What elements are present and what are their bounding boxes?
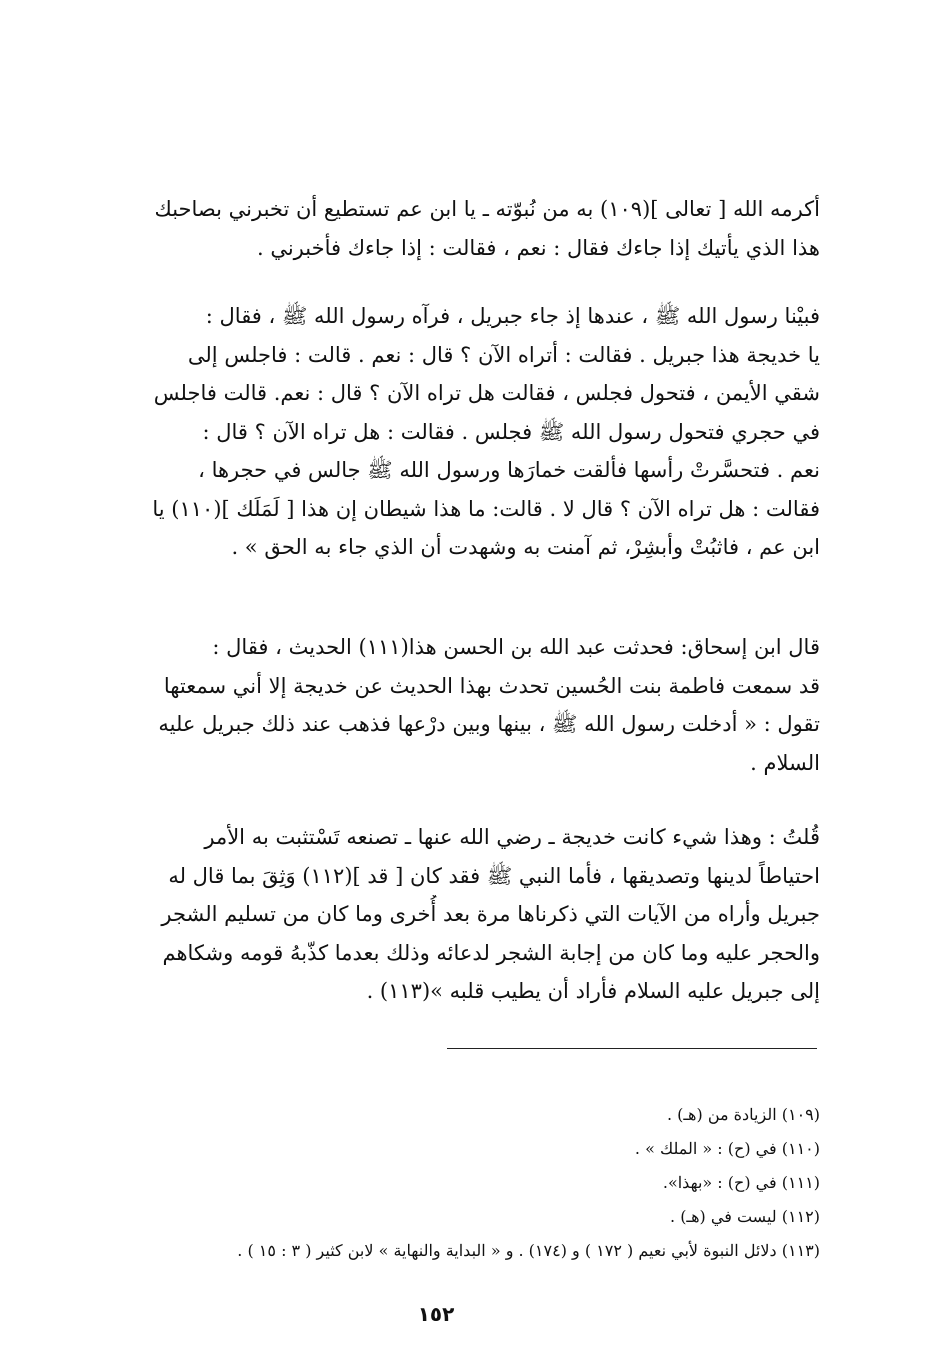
text-line: تقول : « أدخلت رسول الله ﷺ ، بينها وبين درْعها فذهب عند ذلك جبريل عليه <box>158 712 820 736</box>
text-line: في حجري فتحول رسول الله ﷺ فجلس . فقالت : هل تراه الآن ؟ قال : <box>202 419 820 444</box>
text-line: أكرمه الله [ تعالى ](١٠٩) به من نُبوّته ـ يا ابن عم تستطيع أن تخبرني بصاحبك <box>154 197 820 221</box>
paragraph-4 <box>95 818 820 1011</box>
footnote-111: (١١١) في (ح) : «بهذا». <box>662 1173 820 1192</box>
footnote-112: (١١٢) ليست في (هـ) . <box>670 1207 820 1226</box>
text-line: قال ابن إسحاق: فحدثت عبد الله بن الحسن هذا(١١١) الحديث ، فقال : <box>212 635 820 659</box>
footnotes <box>120 1098 820 1268</box>
text-line: قد سمعت فاطمة بنت الحُسين تحدث بهذا الحديث عن خديجة إلا أني سمعتها <box>163 673 820 698</box>
text-line: شقي الأيمن ، فتحول فجلس ، فقالت هل تراه الآن ؟ قال : نعم. قالت فاجلس <box>153 381 820 405</box>
paragraph-1 <box>95 190 820 267</box>
text-line: جبريل وأراه من الآيات التي ذكرناها مرة بعد أُخرى وما كان من تسليم الشجر <box>161 902 820 926</box>
footnote-separator <box>447 1048 817 1049</box>
text-line: نعم . فتحسَّرتْ رأسها فألقت خمارَها ورسول الله ﷺ جالس في حجرها ، <box>198 458 820 482</box>
text-line: قُلتُ : وهذا شيء كانت خديجة ـ رضي الله عنها ـ تصنعه تَسْتثبت به الأمر <box>204 825 820 849</box>
footnote-110: (١١٠) في (ح) : « الملك » . <box>634 1139 820 1158</box>
footnote-109: (١٠٩) الزيادة من (هـ) . <box>666 1105 820 1124</box>
text-line: والحجر عليه وما كان من إجابة الشجر لدعائه وذلك بعدما كذّبهُ قومه وشكاهم <box>162 940 820 965</box>
text-line: يا خديجة هذا جبريل . فقالت : أتراه الآن ؟ قال : نعم . قالت : فاجلس إلى <box>187 342 820 367</box>
text-line: إلى جبريل عليه السلام فأراد أن يطيب قلبه »(١١٣) . <box>366 979 820 1003</box>
page-number: ١٥٢ <box>417 1302 455 1326</box>
text-line: ابن عم ، فاثبُتْ وأبشِرْ، ثم آمنت به وشهدت أن الذي جاء به الحق » . <box>231 535 820 559</box>
text-line: السلام . <box>750 750 820 775</box>
text-line: هذا الذي يأتيك إذا جاءك فقال : نعم ، فقالت : إذا جاءك فأخبرني . <box>256 235 820 260</box>
footnote-113: (١١٣) دلائل النبوة لأبي نعيم ( ١٧٢ ) و (١٧٤) . و « البداية والنهاية » لابن كثير ( ٣ : ١٥ ) . <box>237 1241 820 1260</box>
paragraph-2 <box>95 297 820 567</box>
text-line: احتياطاً لدينها وتصديقها ، فأما النبي ﷺ فقد كان [ قد ](١١٢) وَثِقَ بما قال له <box>168 863 820 888</box>
text-line: فبيْنا رسول الله ﷺ ، عندها إذ جاء جبريل ، فرآه رسول الله ﷺ ، فقال : <box>205 304 820 328</box>
text-line: فقالت : هل تراه الآن ؟ قال لا . قالت: ما هذا شيطان إن هذا [ لَمَلَك ](١١٠) يا <box>152 496 820 521</box>
paragraph-3 <box>95 628 820 782</box>
